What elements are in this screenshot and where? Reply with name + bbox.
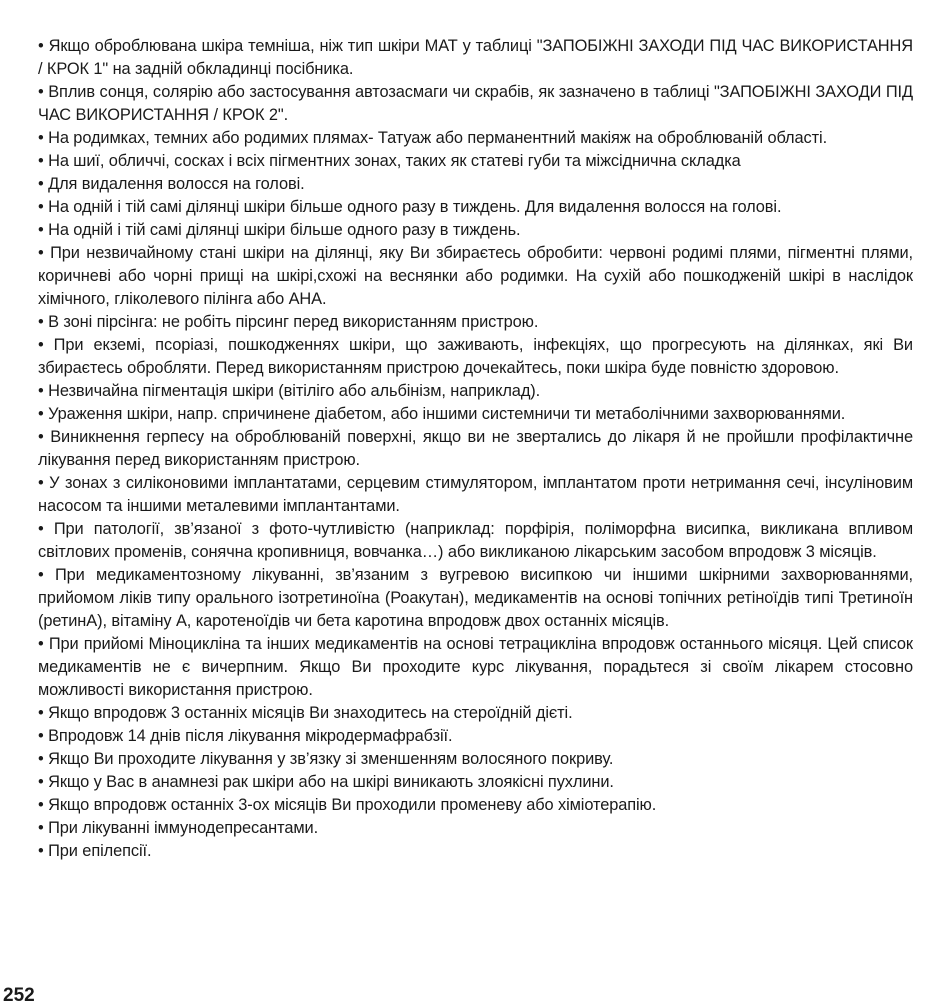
list-item: • При епілепсії. xyxy=(38,842,152,860)
page-number: 252 xyxy=(3,985,35,1006)
list-item: • При екземі, псоріазі, пошкодженнях шкіри, що заживають, інфекціях, що прогресують на ділянках, які Ви збираєтесь обробляти. Перед використанням пристрою дочекайтесь, поки шкіра буде повністю здоровою. xyxy=(38,336,913,377)
list-item: • У зонах з силіконовими імплантатами, серцевим стимулятором, імплантатом проти нетримання сечі, інсуліновим насосом та іншими металевими імплантантами. xyxy=(38,474,913,515)
list-item: • При патології, зв’язаної з фото-чутливістю (наприклад: порфірія, поліморфна висипка, викликана впливом світлових променів, сонячна кропивниця, вовчанка…) або викликаною лікарським засобом впродовж 3 місяців. xyxy=(38,520,913,561)
list-item: • Вплив сонця, солярію або застосування автозасмаги чи скрабів, як зазначено в таблиці "ЗАПОБІЖНІ ЗАХОДИ ПІД ЧАС ВИКОРИСТАННЯ / КРОК 2". xyxy=(38,83,913,124)
list-item: • При лікуванні іммунодепресантами. xyxy=(38,819,319,837)
list-item: • Якщо оброблювана шкіра темніша, ніж тип шкіри МАТ у таблиці "ЗАПОБІЖНІ ЗАХОДИ ПІД ЧАС ВИКОРИСТАННЯ / КРОК 1" на задній обкладинці посібника. xyxy=(38,37,913,78)
list-item: • На родимках, темних або родимих плямах- Татуаж або перманентний макіяж на оброблюваній області. xyxy=(38,129,828,147)
list-item: • Виникнення герпесу на оброблюваній поверхні, якщо ви не звертались до лікаря й не пройшли профілактичне лікування перед використанням пристрою. xyxy=(38,428,913,469)
list-item: • На шиї, обличчі, сосках і всіх пігментних зонах, таких як статеві губи та міжсіднична складка xyxy=(38,152,741,170)
list-item: • Незвичайна пігментація шкіри (вітіліго або альбінізм, наприклад). xyxy=(38,382,541,400)
list-item: • Якщо Ви проходите лікування у зв’язку зі зменшенням волосяного покриву. xyxy=(38,750,614,768)
list-item: • На одній і тій самі ділянці шкіри більше одного разу в тиждень. Для видалення волосся на голові. xyxy=(38,198,782,216)
list-item: • Впродовж 14 днів після лікування мікродермафрабзії. xyxy=(38,727,453,745)
list-item: • Ураження шкіри, напр. спричинене діабетом, або іншими системничи ти метаболічними захворюваннями. xyxy=(38,405,846,423)
list-item: • Якщо впродовж 3 останніх місяців Ви знаходитесь на стероїдній дієті. xyxy=(38,704,573,722)
list-item: • Якщо у Вас в анамнезі рак шкіри або на шкірі виникають злоякісні пухлини. xyxy=(38,773,614,791)
contraindications-list xyxy=(38,35,913,863)
list-item: • При медикаментозному лікуванні, зв’язаним з вугревою висипкою чи іншими шкірними захворюваннями, прийомом ліків типу орального ізотретиноїна (Роакутан), медикаментів на основі топічних ретіноїдів типі Третиноїн (ретинА), вітаміну А, каротеноїдів чи бета каротина впродовж двох останніх місяців. xyxy=(38,566,913,630)
list-item: • При прийомі Міноцикліна та інших медикаментів на основі тетрацикліна впродовж останнього місяця. Цей список медикаментів не є вичерпним. Якщо Ви проходите курс лікування, порадьтеся зі своїм лікарем стосовно можливості використання пристрою. xyxy=(38,635,913,699)
list-item: • При незвичайному стані шкіри на ділянці, яку Ви збираєтесь обробити: червоні родимі плями, пігментні плями, коричневі або чорні прищі на шкірі,схожі на веснянки або родимки. На сухій або пошкодженій шкірі в наслідок хімічного, гліколевого пілінга або АНА. xyxy=(38,244,913,308)
list-item: • Якщо впродовж останніх 3-ох місяців Ви проходили променеву або хіміотерапію. xyxy=(38,796,657,814)
list-item: • Для видалення волосся на голові. xyxy=(38,175,305,193)
list-item: • На одній і тій самі ділянці шкіри більше одного разу в тиждень. xyxy=(38,221,521,239)
list-item: • В зоні пірсінга: не робіть пірсинг перед використанням пристрою. xyxy=(38,313,539,331)
